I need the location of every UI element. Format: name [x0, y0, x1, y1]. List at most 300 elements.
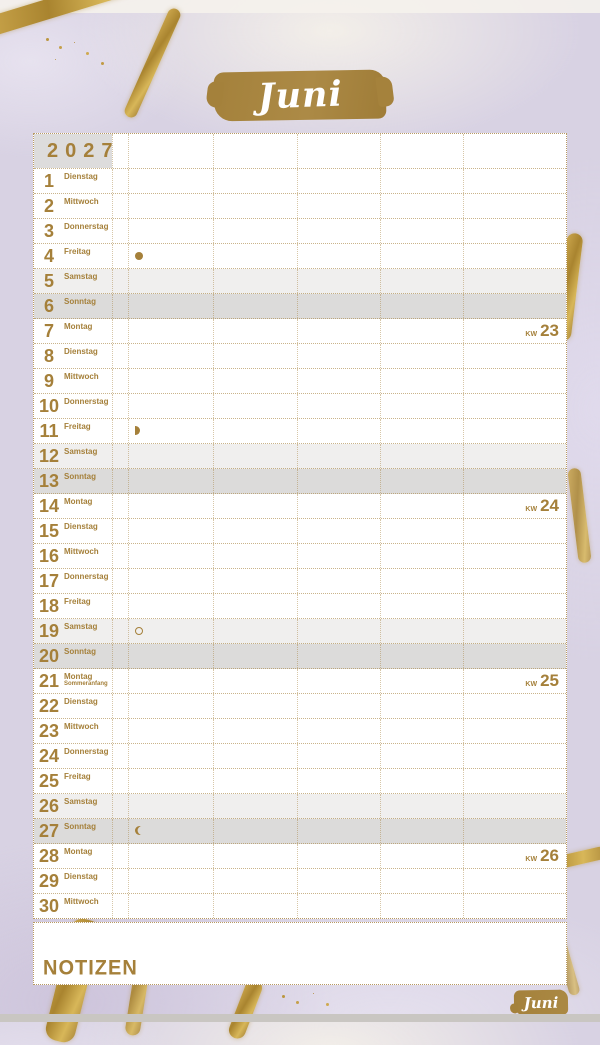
entry-cell: [464, 294, 566, 318]
entry-cell: [381, 569, 464, 593]
entry-cell: [214, 219, 298, 243]
moon-gutter-cell: [113, 744, 129, 768]
day-label-cell-17: [34, 569, 113, 593]
entry-cell: [214, 744, 298, 768]
day-label-cell-22: [34, 694, 113, 718]
day-label-cell-1: [34, 169, 113, 193]
entry-cell: [464, 694, 566, 718]
entry-cell: [214, 294, 298, 318]
entry-cell: [214, 394, 298, 418]
entry-cell: [298, 394, 381, 418]
day-name: Samstag: [64, 447, 98, 456]
day-name: Samstag: [64, 622, 98, 631]
header-entry-cell: [129, 134, 214, 168]
day-number: 8: [43, 346, 54, 366]
entry-cell: [381, 619, 464, 643]
day-name-wrap: [64, 597, 91, 606]
day-number: 4: [43, 246, 54, 266]
day-name-wrap: [64, 847, 92, 856]
day-name: Montag: [64, 672, 93, 681]
entry-cell: [129, 494, 214, 518]
full-moon-icon: [135, 627, 143, 635]
day-number: 16: [38, 546, 60, 566]
day-number: 21: [38, 671, 60, 691]
entry-cell: [464, 769, 566, 793]
entry-cell: [214, 869, 298, 893]
moon-gutter-cell: [113, 269, 129, 293]
day-name: Mittwoch: [64, 372, 99, 381]
entry-cell: [381, 694, 464, 718]
calendar-rows: [34, 169, 566, 918]
header-entry-cell: [464, 134, 566, 168]
month-banner-label: Juni: [256, 73, 344, 118]
day-number: 13: [38, 471, 60, 491]
entry-cell: [129, 819, 214, 843]
entry-cell: [298, 719, 381, 743]
calendar-header-row: [34, 134, 566, 169]
day-note: Sommeranfang: [64, 681, 108, 687]
moon-gutter-cell: [113, 794, 129, 818]
header-entry-cell: [298, 134, 381, 168]
footer-month-label: Juni: [523, 993, 559, 1012]
entry-cell: [464, 369, 566, 393]
entry-cell: [129, 344, 214, 368]
day-label-cell-15: [34, 519, 113, 543]
day-number: 7: [43, 321, 54, 341]
gold-vein-decoration: [226, 977, 264, 1041]
entry-cell: [298, 819, 381, 843]
day-number: 3: [43, 221, 54, 241]
week-number: [525, 669, 566, 693]
day-row-7: [34, 319, 566, 344]
day-row-9: [34, 369, 566, 394]
entry-cell: [298, 169, 381, 193]
entry-cell: [381, 719, 464, 743]
day-name-wrap: [64, 547, 99, 556]
entry-cell: [464, 569, 566, 593]
day-number: 15: [38, 521, 60, 541]
day-label-cell-9: [34, 369, 113, 393]
entry-cell: [298, 569, 381, 593]
day-name: Samstag: [64, 272, 98, 281]
kw-prefix: KW: [525, 856, 538, 863]
day-name-wrap: [64, 672, 108, 688]
entry-cell: [129, 319, 214, 343]
day-name-wrap: [64, 697, 98, 706]
day-row-21: [34, 669, 566, 694]
entry-cell: [381, 419, 464, 443]
day-label-cell-21: [34, 669, 113, 693]
entry-cell: [129, 169, 214, 193]
moon-gutter-cell: [113, 619, 129, 643]
entry-cell: [129, 519, 214, 543]
header-gutter-cell: [113, 134, 129, 168]
day-row-30: [34, 894, 566, 918]
day-name-wrap: [64, 872, 98, 881]
day-row-1: [34, 169, 566, 194]
last-quarter-moon-icon: [135, 826, 144, 835]
day-number: 5: [43, 271, 54, 291]
day-number: 29: [38, 871, 60, 891]
entry-cell: [129, 269, 214, 293]
moon-gutter-cell: [113, 394, 129, 418]
moon-gutter-cell: [113, 169, 129, 193]
day-row-18: [34, 594, 566, 619]
entry-cell: [298, 344, 381, 368]
entry-cell: [464, 419, 566, 443]
day-name: Donnerstag: [64, 397, 109, 406]
moon-gutter-cell: [113, 894, 129, 918]
entry-cell: [298, 894, 381, 918]
entry-cell: [381, 494, 464, 518]
entry-cell: [298, 469, 381, 493]
entry-cell: [464, 169, 566, 193]
entry-cell: [464, 869, 566, 893]
year-label: 2027: [34, 134, 112, 168]
entry-cell: [464, 619, 566, 643]
entry-cell: [381, 869, 464, 893]
day-name: Montag: [64, 497, 93, 506]
day-name-wrap: [64, 622, 97, 631]
entry-cell: [214, 619, 298, 643]
entry-cell: [214, 819, 298, 843]
moon-gutter-cell: [113, 644, 129, 668]
day-name: Montag: [64, 322, 93, 331]
entry-cell: [129, 619, 214, 643]
entry-cell: [129, 569, 214, 593]
day-row-23: [34, 719, 566, 744]
paper-bottom-edge: [0, 1014, 600, 1022]
entry-cell: [381, 644, 464, 668]
moon-gutter-cell: [113, 569, 129, 593]
day-label-cell-23: [34, 719, 113, 743]
entry-cell: [129, 694, 214, 718]
moon-gutter-cell: [113, 594, 129, 618]
entry-cell: [464, 494, 566, 518]
day-label-cell-16: [34, 544, 113, 568]
day-name-wrap: [64, 897, 99, 906]
entry-cell: [129, 419, 214, 443]
day-name: Donnerstag: [64, 572, 109, 581]
day-number: 22: [38, 696, 60, 716]
kw-number: 26: [540, 846, 559, 865]
day-name: Freitag: [64, 772, 91, 781]
day-row-16: [34, 544, 566, 569]
day-row-6: [34, 294, 566, 319]
gold-speckles-decoration: [46, 38, 49, 41]
moon-gutter-cell: [113, 244, 129, 268]
entry-cell: [298, 269, 381, 293]
entry-cell: [464, 644, 566, 668]
day-name-wrap: [64, 347, 98, 356]
week-number: [525, 319, 566, 343]
day-row-25: [34, 769, 566, 794]
entry-cell: [214, 344, 298, 368]
entry-cell: [298, 694, 381, 718]
day-row-26: [34, 794, 566, 819]
entry-cell: [129, 469, 214, 493]
entry-cell: [214, 369, 298, 393]
day-name-wrap: [64, 447, 97, 456]
moon-gutter-cell: [113, 419, 129, 443]
entry-cell: [381, 294, 464, 318]
notes-panel: [33, 922, 567, 985]
entry-cell: [464, 594, 566, 618]
moon-gutter-cell: [113, 769, 129, 793]
gold-vein-decoration: [567, 468, 591, 564]
day-row-29: [34, 869, 566, 894]
day-number: 1: [43, 171, 54, 191]
entry-cell: [298, 444, 381, 468]
entry-cell: [129, 369, 214, 393]
day-number: 6: [43, 296, 54, 316]
entry-cell: [298, 769, 381, 793]
entry-cell: [464, 894, 566, 918]
moon-gutter-cell: [113, 444, 129, 468]
moon-gutter-cell: [113, 294, 129, 318]
day-name: Dienstag: [64, 872, 98, 881]
day-row-19: [34, 619, 566, 644]
day-label-cell-4: [34, 244, 113, 268]
entry-cell: [381, 219, 464, 243]
day-number: 17: [38, 571, 60, 591]
new-moon-icon: [135, 252, 143, 260]
entry-cell: [381, 844, 464, 868]
day-label-cell-8: [34, 344, 113, 368]
day-row-20: [34, 644, 566, 669]
day-label-cell-6: [34, 294, 113, 318]
entry-cell: [464, 819, 566, 843]
day-name-wrap: [64, 397, 108, 406]
first-quarter-moon-icon: [135, 426, 140, 435]
day-number: 18: [38, 596, 60, 616]
day-label-cell-24: [34, 744, 113, 768]
entry-cell: [214, 244, 298, 268]
moon-gutter-cell: [113, 344, 129, 368]
kw-number: 25: [540, 671, 559, 690]
entry-cell: [298, 519, 381, 543]
day-label-cell-20: [34, 644, 113, 668]
entry-cell: [214, 794, 298, 818]
day-name-wrap: [64, 522, 98, 531]
entry-cell: [129, 869, 214, 893]
entry-cell: [298, 844, 381, 868]
day-name: Freitag: [64, 422, 91, 431]
day-name: Dienstag: [64, 522, 98, 531]
day-name-wrap: [64, 372, 99, 381]
week-number: [525, 494, 566, 518]
entry-cell: [381, 544, 464, 568]
entry-cell: [129, 744, 214, 768]
entry-cell: [298, 744, 381, 768]
entry-cell: [298, 219, 381, 243]
day-name-wrap: [64, 822, 96, 831]
kw-number: 23: [540, 321, 559, 340]
entry-cell: [464, 844, 566, 868]
entry-cell: [298, 419, 381, 443]
entry-cell: [214, 594, 298, 618]
entry-cell: [214, 719, 298, 743]
day-row-15: [34, 519, 566, 544]
day-label-cell-29: [34, 869, 113, 893]
day-row-14: [34, 494, 566, 519]
day-row-12: [34, 444, 566, 469]
entry-cell: [298, 669, 381, 693]
year-cell: [34, 134, 120, 168]
moon-gutter-cell: [113, 194, 129, 218]
moon-gutter-cell: [113, 519, 129, 543]
entry-cell: [464, 719, 566, 743]
kw-prefix: KW: [525, 331, 538, 338]
entry-cell: [381, 519, 464, 543]
entry-cell: [464, 344, 566, 368]
entry-cell: [381, 469, 464, 493]
day-name: Mittwoch: [64, 722, 99, 731]
day-name-wrap: [64, 747, 108, 756]
entry-cell: [381, 594, 464, 618]
entry-cell: [298, 369, 381, 393]
day-label-cell-26: [34, 794, 113, 818]
day-number: 28: [38, 846, 60, 866]
entry-cell: [129, 194, 214, 218]
day-name: Dienstag: [64, 347, 98, 356]
entry-cell: [129, 844, 214, 868]
entry-cell: [464, 519, 566, 543]
day-name: Mittwoch: [64, 547, 99, 556]
entry-cell: [214, 469, 298, 493]
entry-cell: [298, 644, 381, 668]
moon-gutter-cell: [113, 469, 129, 493]
day-row-28: [34, 844, 566, 869]
day-row-3: [34, 219, 566, 244]
entry-cell: [214, 694, 298, 718]
entry-cell: [464, 469, 566, 493]
day-row-5: [34, 269, 566, 294]
entry-cell: [129, 219, 214, 243]
day-name-wrap: [64, 172, 98, 181]
day-name: Montag: [64, 847, 93, 856]
entry-cell: [298, 494, 381, 518]
entry-cell: [129, 444, 214, 468]
entry-cell: [464, 194, 566, 218]
day-label-cell-11: [34, 419, 113, 443]
entry-cell: [214, 519, 298, 543]
day-label-cell-19: [34, 619, 113, 643]
header-entry-cell: [214, 134, 298, 168]
day-name-wrap: [64, 472, 96, 481]
day-number: 27: [38, 821, 60, 841]
entry-cell: [214, 769, 298, 793]
entry-cell: [214, 269, 298, 293]
entry-cell: [381, 794, 464, 818]
day-label-cell-10: [34, 394, 113, 418]
entry-cell: [381, 319, 464, 343]
entry-cell: [464, 394, 566, 418]
entry-cell: [381, 744, 464, 768]
day-number: 30: [38, 896, 60, 916]
moon-gutter-cell: [113, 819, 129, 843]
entry-cell: [214, 844, 298, 868]
day-row-8: [34, 344, 566, 369]
day-row-17: [34, 569, 566, 594]
week-number: [525, 844, 566, 868]
entry-cell: [214, 669, 298, 693]
notes-label: NOTIZEN: [43, 956, 138, 980]
day-name-wrap: [64, 772, 91, 781]
entry-cell: [214, 444, 298, 468]
entry-cell: [464, 744, 566, 768]
entry-cell: [464, 269, 566, 293]
entry-cell: [298, 244, 381, 268]
entry-cell: [129, 769, 214, 793]
day-row-27: [34, 819, 566, 844]
day-name-wrap: [64, 197, 99, 206]
entry-cell: [214, 544, 298, 568]
entry-cell: [381, 169, 464, 193]
day-name-wrap: [64, 497, 92, 506]
entry-cell: [298, 294, 381, 318]
entry-cell: [214, 319, 298, 343]
day-name: Mittwoch: [64, 197, 99, 206]
day-row-13: [34, 469, 566, 494]
moon-gutter-cell: [113, 869, 129, 893]
day-row-22: [34, 694, 566, 719]
entry-cell: [129, 669, 214, 693]
entry-cell: [298, 619, 381, 643]
entry-cell: [129, 394, 214, 418]
entry-cell: [381, 894, 464, 918]
entry-cell: [129, 719, 214, 743]
day-number: 9: [43, 371, 54, 391]
header-entry-cell: [381, 134, 464, 168]
day-name: Freitag: [64, 247, 91, 256]
moon-gutter-cell: [113, 494, 129, 518]
entry-cell: [464, 219, 566, 243]
day-name-wrap: [64, 797, 97, 806]
entry-cell: [214, 644, 298, 668]
entry-cell: [298, 869, 381, 893]
day-name: Sonntag: [64, 472, 96, 481]
day-name: Sonntag: [64, 297, 96, 306]
entry-cell: [381, 269, 464, 293]
month-banner: [214, 70, 387, 122]
day-name-wrap: [64, 647, 96, 656]
entry-cell: [464, 244, 566, 268]
entry-cell: [298, 794, 381, 818]
day-label-cell-3: [34, 219, 113, 243]
day-label-cell-7: [34, 319, 113, 343]
entry-cell: [381, 394, 464, 418]
day-label-cell-25: [34, 769, 113, 793]
day-row-4: [34, 244, 566, 269]
day-name: Samstag: [64, 797, 98, 806]
entry-cell: [129, 544, 214, 568]
entry-cell: [298, 319, 381, 343]
kw-number: 24: [540, 496, 559, 515]
entry-cell: [298, 194, 381, 218]
day-number: 2: [43, 196, 54, 216]
entry-cell: [214, 494, 298, 518]
moon-gutter-cell: [113, 669, 129, 693]
moon-gutter-cell: [113, 694, 129, 718]
day-name-wrap: [64, 297, 96, 306]
day-name: Donnerstag: [64, 747, 109, 756]
entry-cell: [129, 294, 214, 318]
entry-cell: [464, 794, 566, 818]
entry-cell: [381, 344, 464, 368]
day-label-cell-13: [34, 469, 113, 493]
entry-cell: [129, 594, 214, 618]
